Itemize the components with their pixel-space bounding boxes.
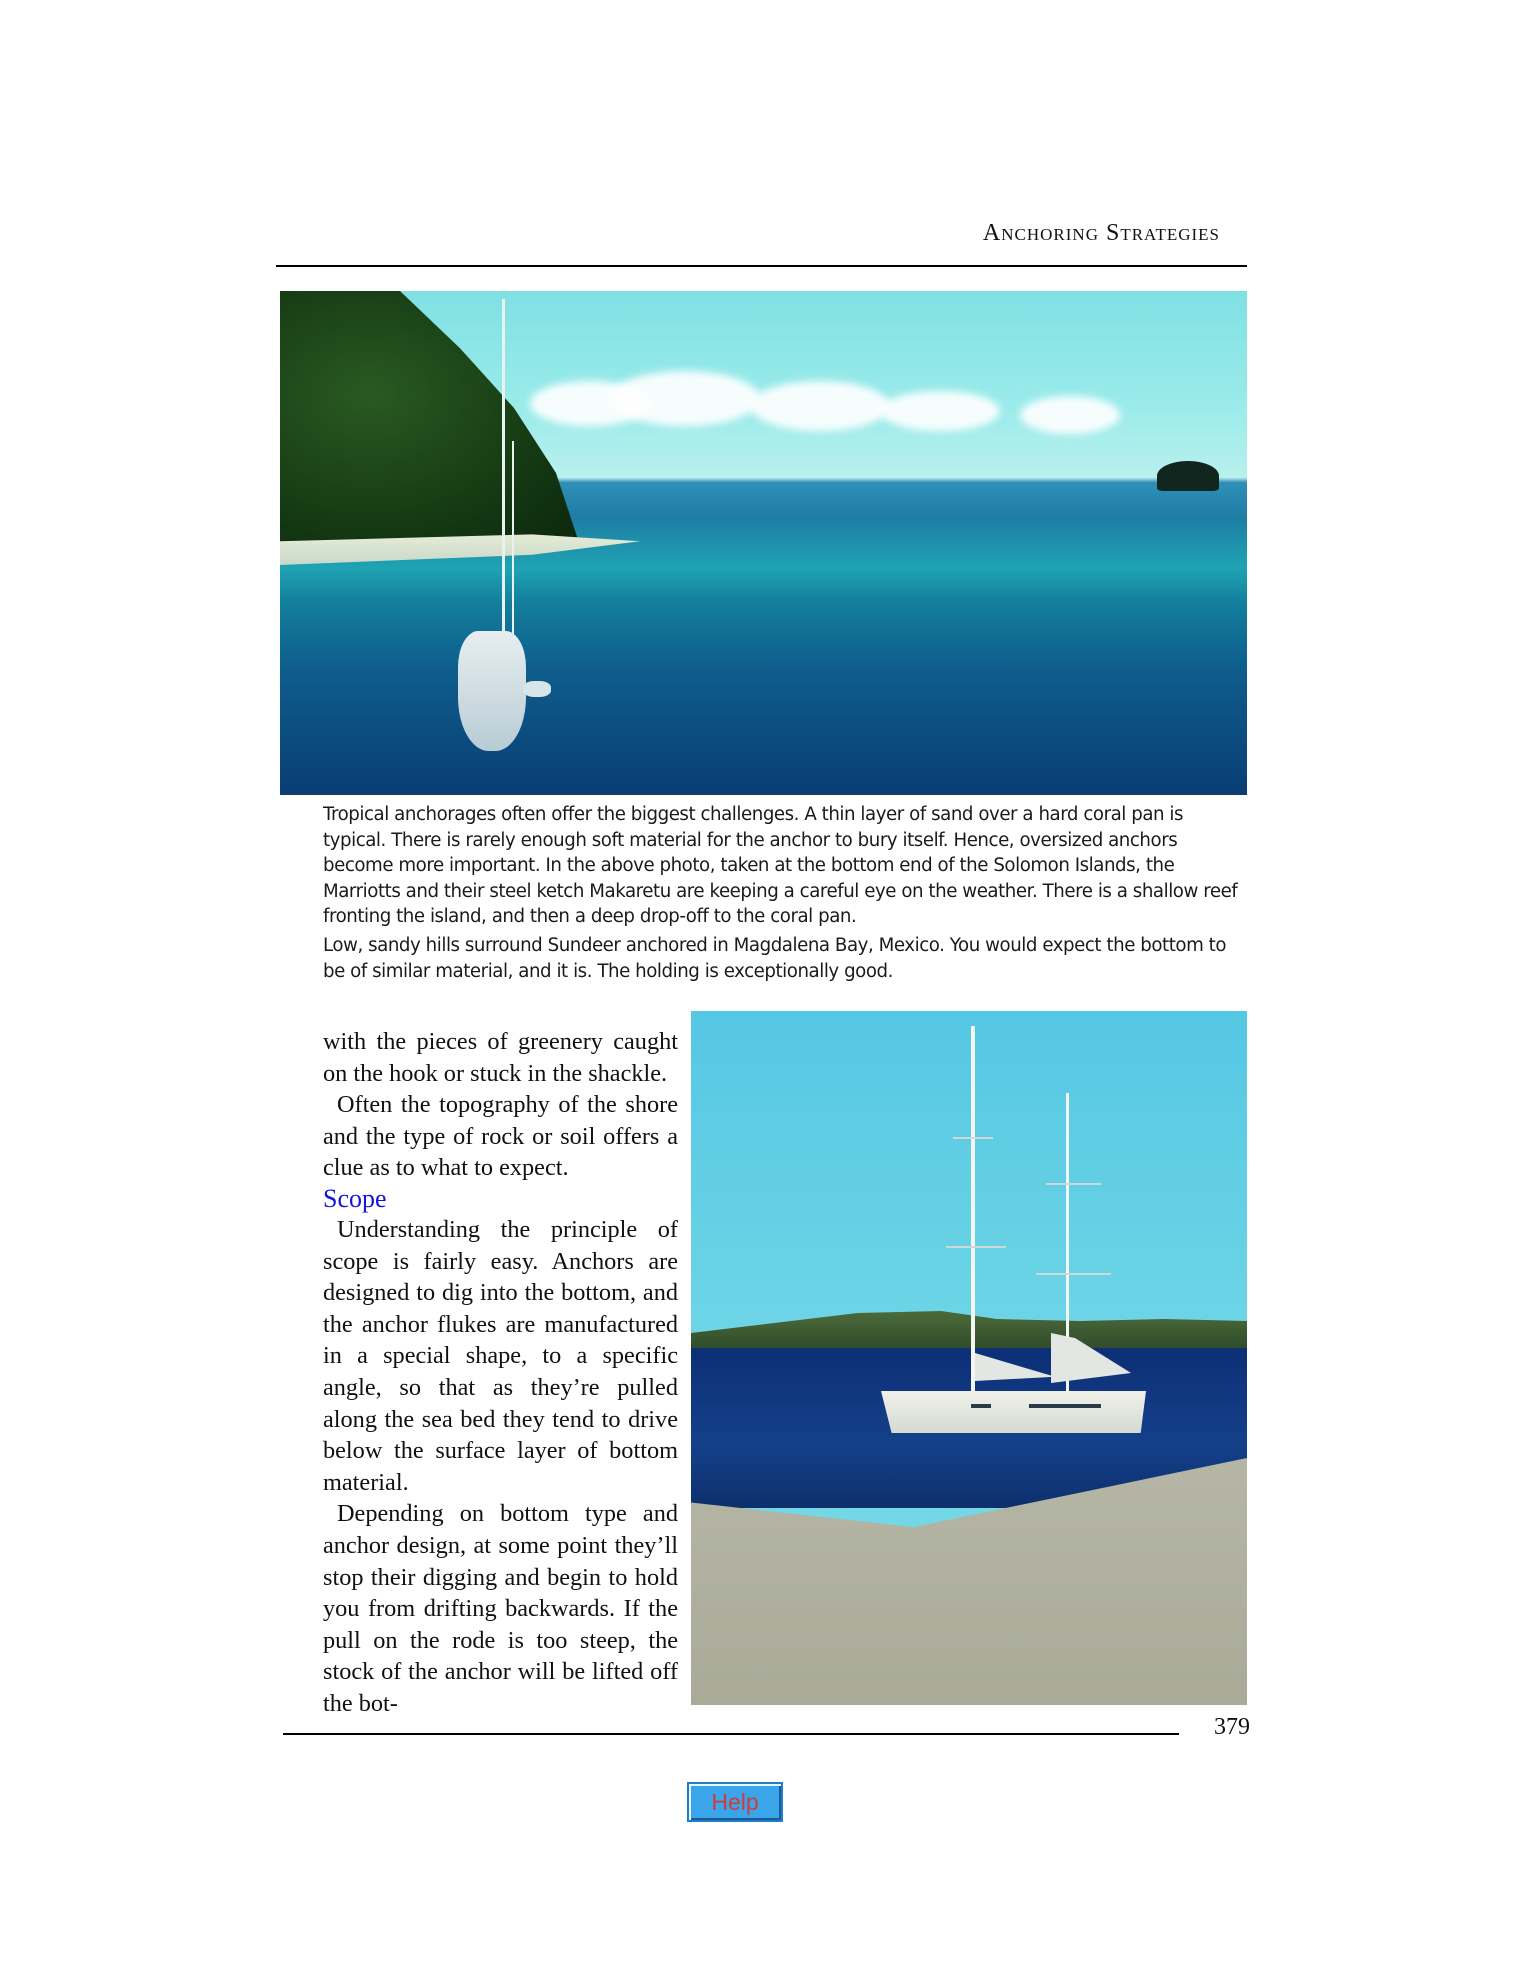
- spreader: [1036, 1273, 1111, 1275]
- page-number: 379: [1214, 1714, 1250, 1740]
- mizzen-mast: [512, 441, 514, 641]
- spreader: [1046, 1183, 1101, 1185]
- body-paragraph: with the pieces of greenery caught on the hook or stuck in the shackle.: [323, 1028, 678, 1087]
- help-button[interactable]: Help: [687, 1782, 783, 1822]
- section-heading: Scope: [323, 1183, 387, 1213]
- running-head-title: Anchoring Strategies: [982, 220, 1220, 246]
- small-island: [1157, 461, 1219, 491]
- body-text-column: [323, 1026, 678, 1719]
- body-paragraph: Often the topography of the shore and the type of rock or soil offers a clue as to what to expect.: [323, 1091, 678, 1182]
- body-paragraph: Understanding the principle of scope is fairly easy. Anchors are designed to dig into the bottom, and the anchor flukes are manufactured in a special shape, to a specific angle, so that as they’re pulled along the sea bed they tend to drive below the surface layer of bottom material.: [323, 1215, 678, 1496]
- sandy-hills: [691, 1311, 1247, 1351]
- header-rule: [276, 265, 1247, 267]
- spreader: [946, 1246, 1006, 1248]
- forested-headland: [280, 291, 580, 551]
- photo-caption-tropical: Tropical anchorages often offer the biggest challenges. A thin layer of sand over a hard coral pan is typical. There is rarely enough soft material for the anchor to bury itself. Hence, oversized anchors become more important. In the above photo, taken at the bottom end of the Solomon Islands, the Marriotts and their steel ketch Makaretu are keeping a careful eye on the weather. There is a shallow reef fronting the island, and then a deep drop-off to the coral pan.: [323, 804, 1238, 927]
- cloud: [1020, 396, 1120, 434]
- dinghy: [523, 681, 551, 697]
- cloud: [880, 391, 1000, 431]
- cloud: [750, 381, 890, 431]
- cloud: [610, 371, 760, 426]
- porthole-row: [1029, 1404, 1101, 1408]
- footer-rule: [283, 1733, 1179, 1735]
- spreader: [953, 1137, 993, 1139]
- body-paragraph: Depending on bottom type and anchor design, at some point they’ll stop their digging and begin to hold you from drifting backwards. If the pull on the rode is too steep, the stock of the anchor will be lifted off the bot-: [323, 1500, 678, 1717]
- photo-caption-magdalena: Low, sandy hills surround Sundeer anchored in Magdalena Bay, Mexico. You would expect the bottom to be of similar material, and it is. The holding is exceptionally good.: [323, 935, 1227, 982]
- photo-magdalena-bay: [691, 1011, 1247, 1705]
- yacht-hull: [881, 1391, 1146, 1433]
- main-mast: [502, 299, 505, 639]
- photo-tropical-anchorage: [280, 291, 1247, 795]
- ketch-hull: [458, 631, 526, 751]
- porthole: [971, 1404, 991, 1408]
- main-mast: [971, 1026, 975, 1406]
